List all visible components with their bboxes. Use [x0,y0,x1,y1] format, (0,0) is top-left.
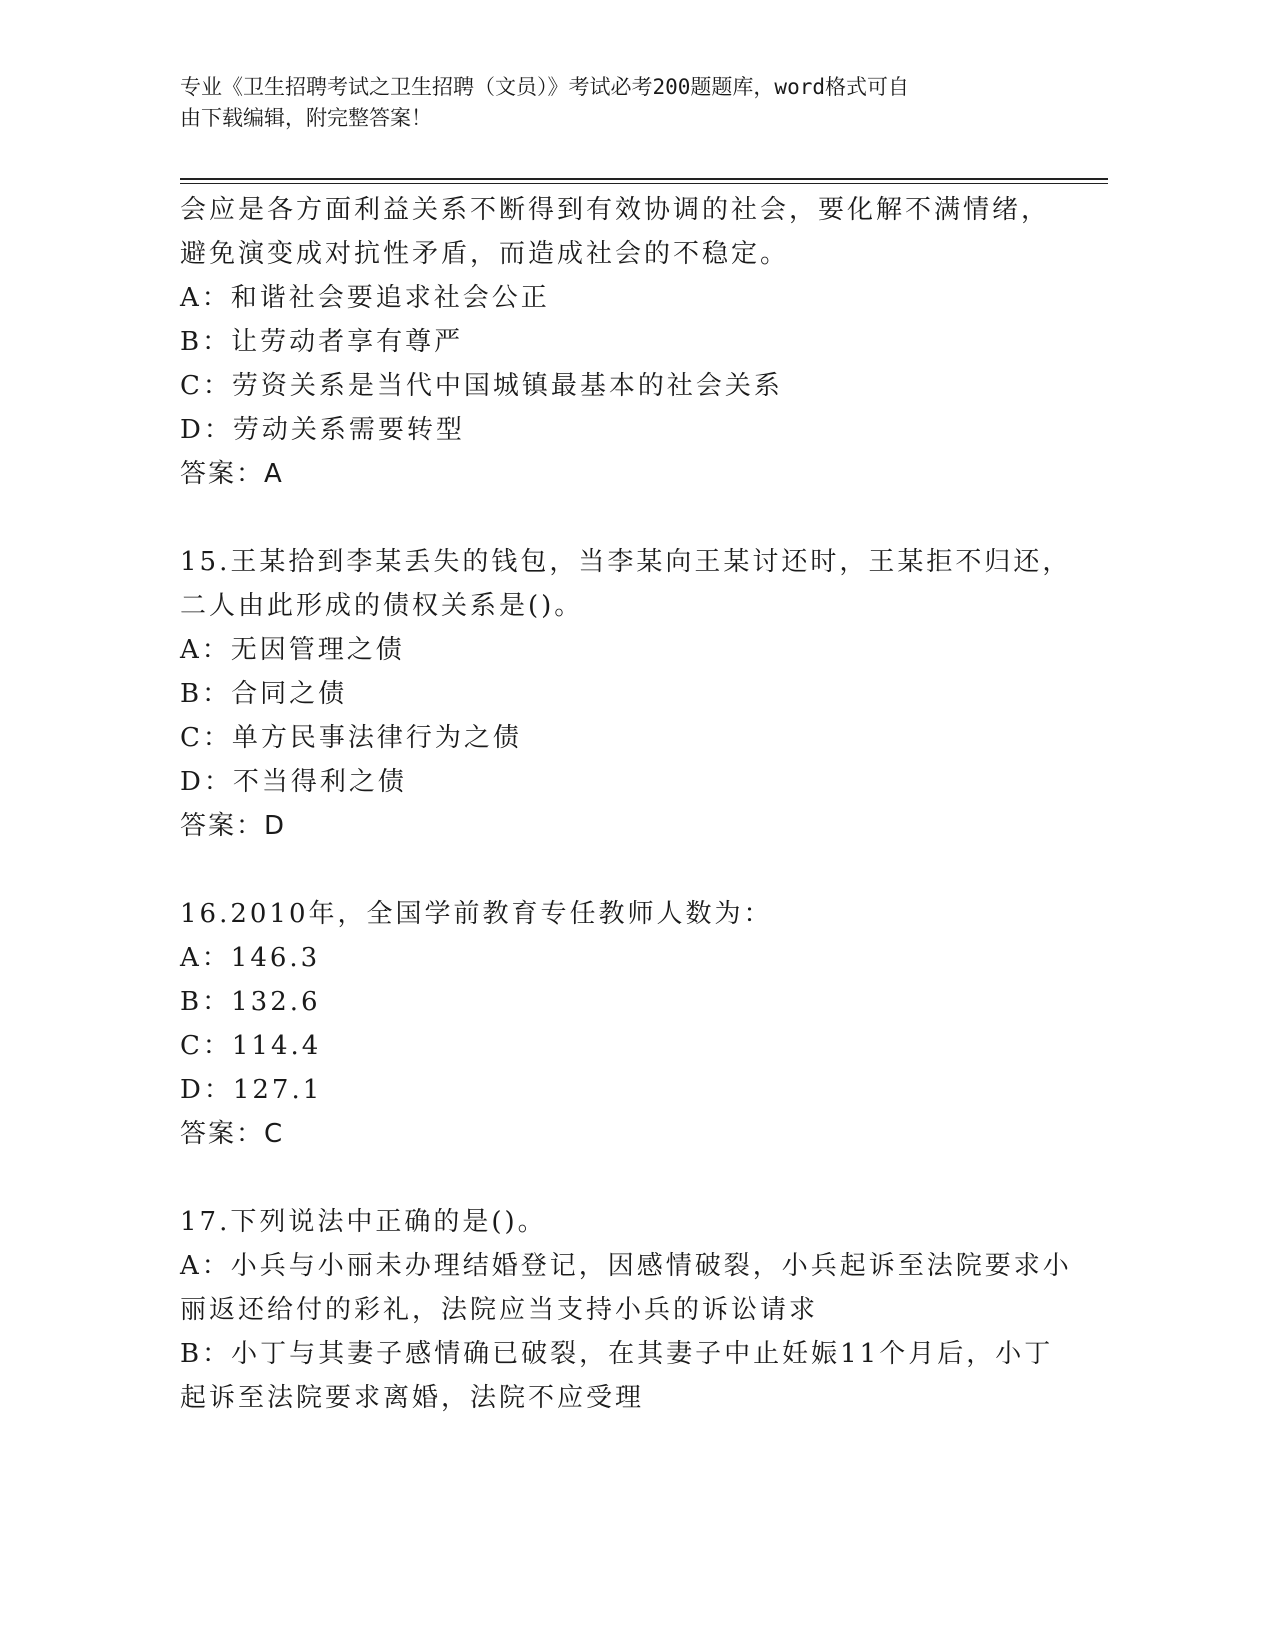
option-d: D：不当得利之债 [180,767,407,797]
question-15 [180,540,1072,848]
option-b: B：132.6 [180,987,321,1017]
question-17 [180,1200,1072,1420]
option-c: C：劳资关系是当代中国城镇最基本的社会关系 [180,371,783,401]
header-line-1: 专业《卫生招聘考试之卫生招聘（文员）》考试必考200题题库，word格式可自 [180,75,909,99]
answer: 答案：A [180,459,284,489]
option-a: A：无因管理之债 [180,635,405,665]
spacer [180,1156,1060,1200]
question-14 [180,188,1060,496]
document-header [180,72,1040,134]
spacer [180,496,1060,540]
option-a-continued: 丽返还给付的彩礼，法院应当支持小兵的诉讼请求 [180,1295,819,1325]
question-stem: 15.王某拾到李某丢失的钱包，当李某向王某讨还时，王某拒不归还， [180,547,1072,577]
option-b: B：小丁与其妻子感情确已破裂，在其妻子中止妊娠11个月后，小丁 [180,1339,1054,1369]
option-d: D：127.1 [180,1075,323,1105]
question-stem: 16.2010年，全国学前教育专任教师人数为： [180,899,773,929]
option-b: B：合同之债 [180,679,348,709]
question-stem: 会应是各方面利益关系不断得到有效协调的社会，要化解不满情绪， [180,195,1051,225]
option-a: A：146.3 [180,943,321,973]
option-a: A：和谐社会要追求社会公正 [180,283,550,313]
option-b-continued: 起诉至法院要求离婚，法院不应受理 [180,1383,645,1413]
question-stem: 二人由此形成的债权关系是()。 [180,591,584,621]
option-a: A：小兵与小丽未办理结婚登记，因感情破裂，小兵起诉至法院要求小 [180,1251,1072,1281]
document-body [180,188,1072,1420]
answer: 答案：C [180,1119,285,1149]
header-rule-thin [180,183,1108,184]
header-line-2: 由下载编辑，附完整答案！ [180,106,432,130]
header-rule-thick [180,178,1108,180]
question-16 [180,892,1060,1156]
option-d: D：劳动关系需要转型 [180,415,465,445]
option-c: C：单方民事法律行为之债 [180,723,522,753]
question-stem: 17.下列说法中正确的是()。 [180,1207,547,1237]
answer: 答案：D [180,811,287,841]
option-c: C：114.4 [180,1031,322,1061]
spacer [180,848,1060,892]
question-stem: 避免演变成对抗性矛盾，而造成社会的不稳定。 [180,239,790,269]
option-b: B：让劳动者享有尊严 [180,327,464,357]
